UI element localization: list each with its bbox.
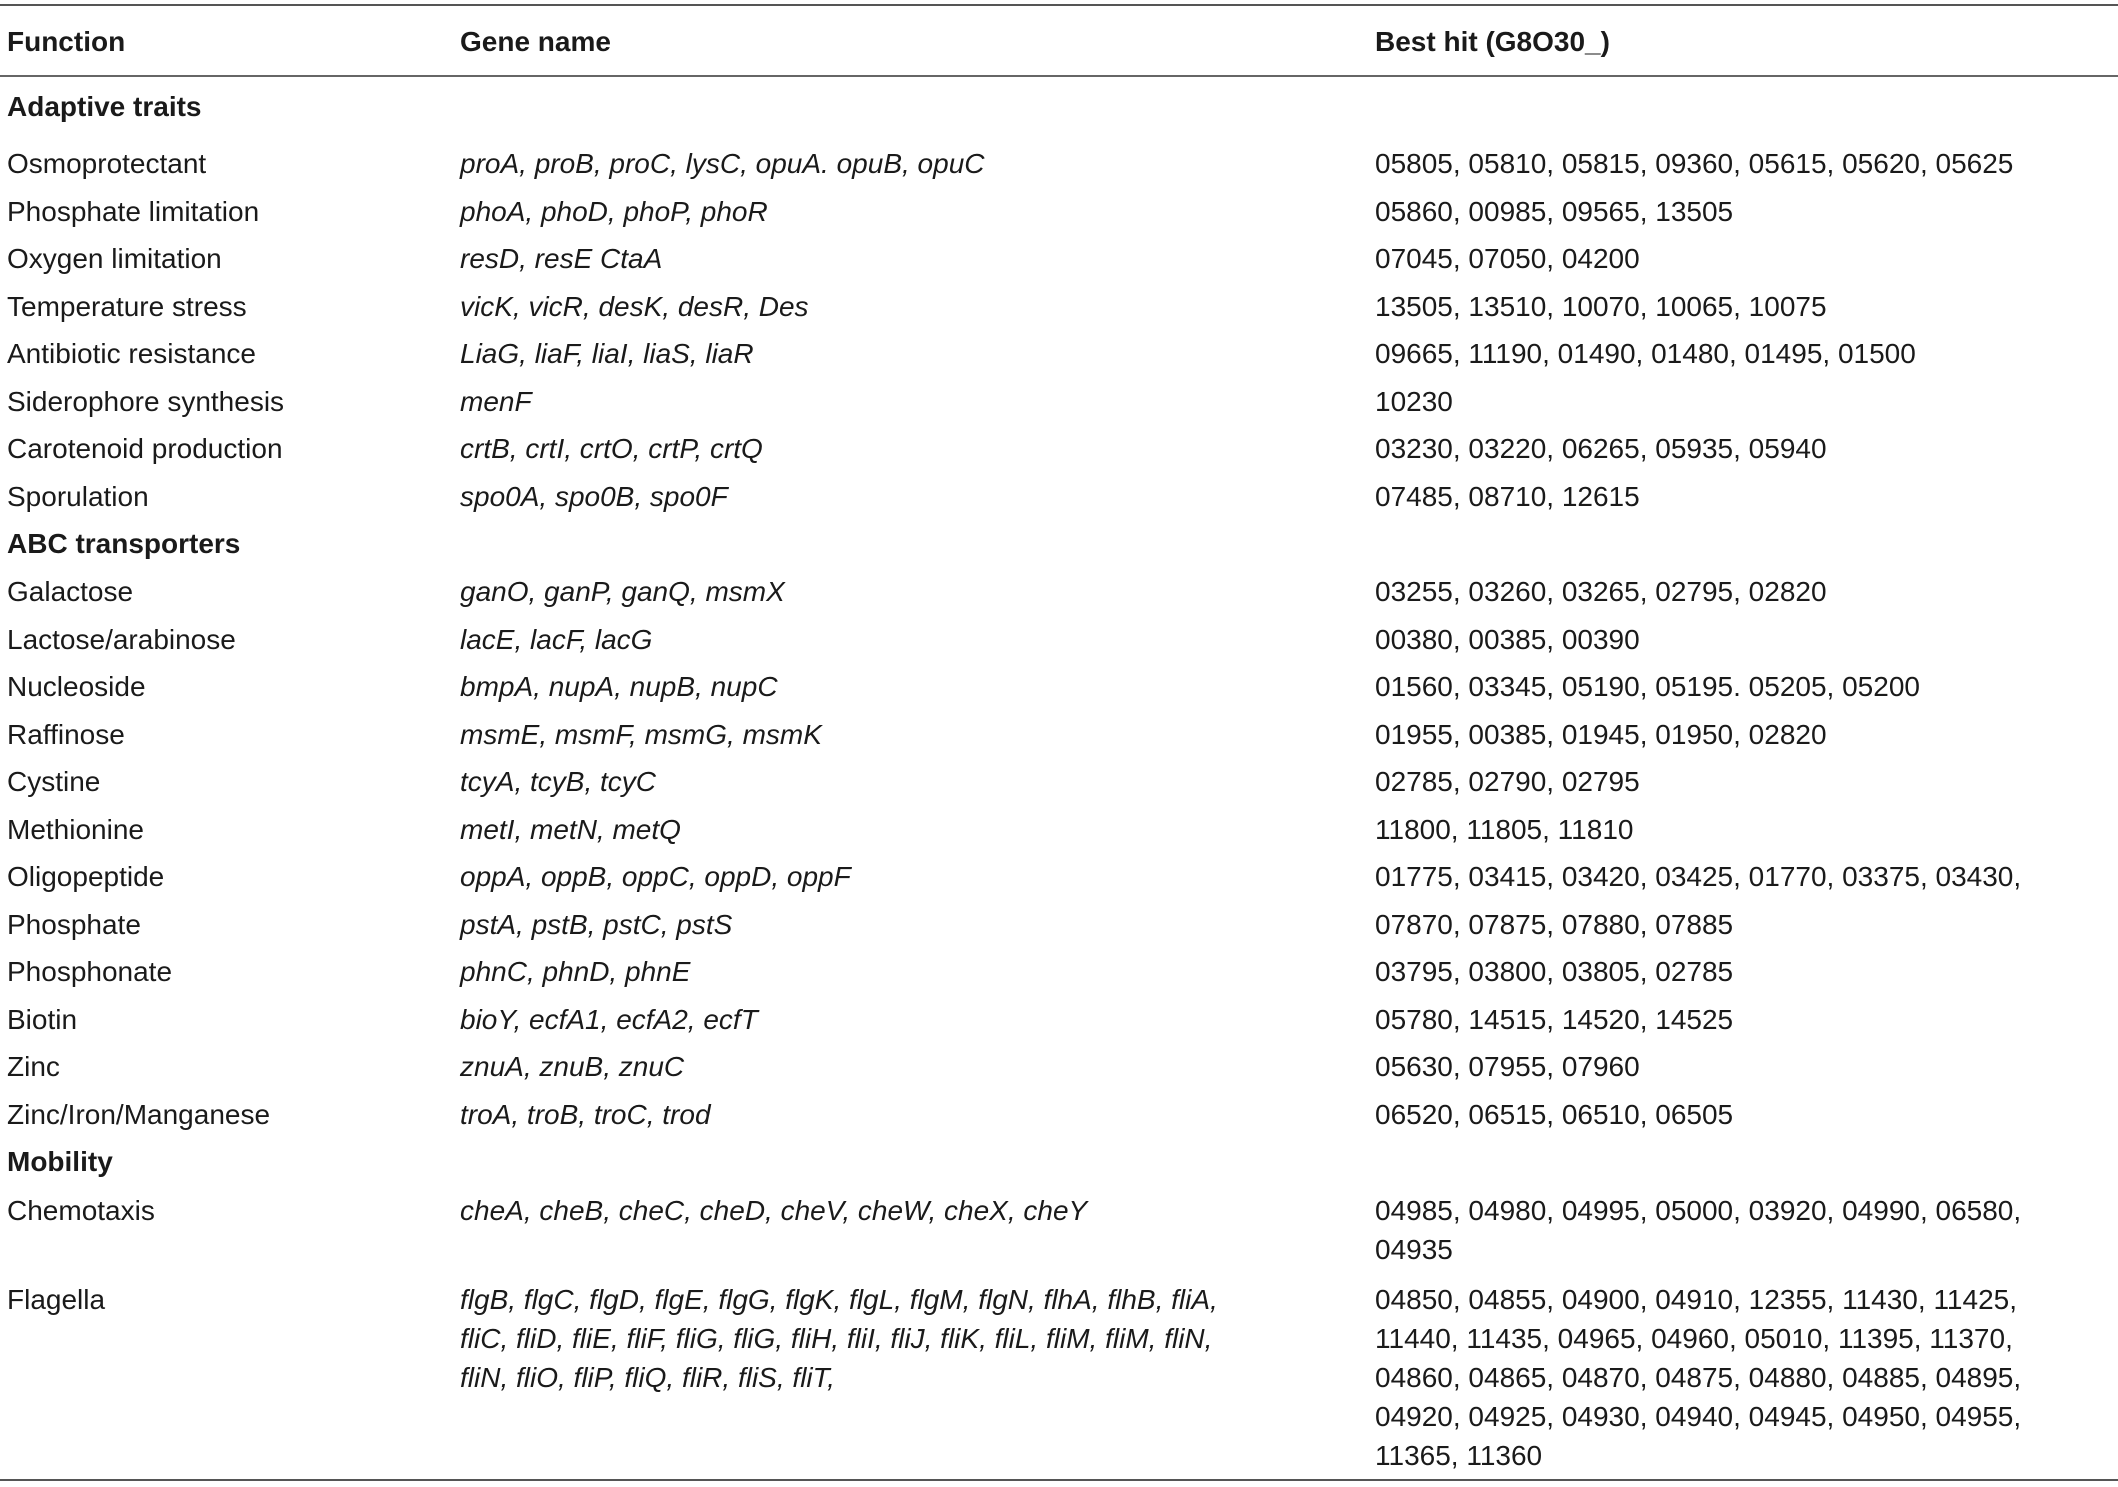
section-title: ABC transporters: [7, 528, 241, 559]
function-cell: Flagella: [7, 1284, 106, 1315]
gene-name-cell: cheA, cheB, cheC, cheD, cheV, cheW, cheX, cheY: [460, 1195, 1088, 1226]
gene-name-cell: ganO, ganP, ganQ, msmX: [460, 576, 785, 607]
gene-name-cell: menF: [460, 385, 532, 417]
table-row: [0, 283, 2118, 331]
table-row: [0, 996, 2118, 1044]
table-row: [0, 1043, 2118, 1091]
gene-name-cell: oppA, oppB, oppC, oppD, oppF: [460, 861, 851, 892]
table-body: [0, 74, 2118, 1481]
function-cell: Sporulation: [7, 480, 149, 512]
function-cell: Raffinose: [7, 718, 125, 750]
table-row: [0, 663, 2118, 711]
function-cell: Temperature stress: [7, 290, 247, 322]
table-row: [0, 1275, 2118, 1481]
function-cell: Biotin: [7, 1003, 78, 1035]
gene-name-cell: bmpA, nupA, nupB, nupC: [460, 671, 778, 702]
best-hit-cell: 13505, 13510, 10070, 10065, 10075: [1375, 290, 1827, 322]
gene-name-cell: resD, resE CtaA: [460, 243, 663, 274]
best-hit-cell: 05780, 14515, 14520, 14525: [1375, 1003, 1734, 1035]
function-cell: Carotenoid production: [7, 433, 283, 464]
function-cell: Methionine: [7, 813, 144, 845]
best-hit-cell: 11800, 11805, 11810: [1375, 813, 1634, 845]
function-cell: Oxygen limitation: [7, 243, 222, 274]
table-row: [0, 235, 2118, 283]
gene-name-cell: flgB, flgC, flgD, flgE, flgG, flgK, flgL, flgM, flgN, flhA, flhB, fliA, fliC, fliD, fliE, fliF, fliG, fliG, fliH, fliI, fliJ, fliK, fliL, fliM, fliM, fliN, fliN, fliO, fliP, fliQ, fliR, fliS, fliT,: [460, 1284, 1218, 1393]
best-hit-cell: 00380, 00385, 00390: [1375, 623, 1640, 655]
gene-name-cell: phoA, phoD, phoP, phoR: [460, 195, 768, 227]
header-best-hit: Best hit (G8O30_): [1375, 25, 1610, 57]
table-row: [0, 140, 2118, 188]
best-hit-cell: 01955, 00385, 01945, 01950, 02820: [1375, 718, 1827, 750]
table-row: [0, 758, 2118, 806]
function-cell: Osmoprotectant: [7, 148, 207, 179]
best-hit-cell: 10230: [1375, 385, 1453, 417]
gene-name-cell: crtB, crtI, crtO, crtP, crtQ: [460, 433, 763, 464]
function-cell: Phosphate limitation: [7, 195, 260, 227]
table-row: [0, 473, 2118, 521]
table-row: [0, 425, 2118, 473]
header-row: [0, 8, 2118, 74]
table-row: [0, 806, 2118, 854]
function-cell: Phosphate: [7, 908, 141, 940]
function-cell: Nucleoside: [7, 671, 146, 702]
table-row: [0, 853, 2118, 901]
function-cell: Siderophore synthesis: [7, 385, 285, 417]
section-row: [0, 520, 2118, 568]
function-cell: Lactose/arabinose: [7, 623, 236, 655]
table-row: [0, 330, 2118, 378]
function-cell: Zinc/Iron/Manganese: [7, 1098, 271, 1130]
function-cell: Cystine: [7, 766, 101, 797]
gene-name-cell: spo0A, spo0B, spo0F: [460, 480, 728, 512]
table-row: [0, 378, 2118, 426]
best-hit-cell: 03230, 03220, 06265, 05935, 05940: [1375, 433, 1827, 464]
function-cell: Phosphonate: [7, 956, 173, 987]
function-cell: Chemotaxis: [7, 1195, 155, 1226]
section-title: Adaptive traits: [7, 91, 202, 122]
top-rule: [0, 4, 2118, 6]
gene-name-cell: proA, proB, proC, lysC, opuA. opuB, opuC: [460, 148, 985, 179]
table-row: [0, 901, 2118, 949]
gene-name-cell: pstA, pstB, pstC, pstS: [460, 908, 733, 940]
gene-name-cell: tcyA, tcyB, tcyC: [460, 766, 657, 797]
best-hit-cell: 05805, 05810, 05815, 09360, 05615, 05620, 05625: [1375, 148, 2014, 179]
gene-name-cell: LiaG, liaF, liaI, liaS, liaR: [460, 338, 754, 369]
best-hit-cell: 09665, 11190, 01490, 01480, 01495, 01500: [1375, 338, 1916, 369]
best-hit-cell: 06520, 06515, 06510, 06505: [1375, 1098, 1734, 1130]
function-cell: Antibiotic resistance: [7, 338, 257, 369]
table-row: [0, 616, 2118, 664]
best-hit-cell: 01560, 03345, 05190, 05195. 05205, 05200: [1375, 671, 1920, 702]
best-hit-cell: 03255, 03260, 03265, 02795, 02820: [1375, 576, 1827, 607]
gene-name-cell: vicK, vicR, desK, desR, Des: [460, 290, 809, 322]
best-hit-cell: 05630, 07955, 07960: [1375, 1051, 1640, 1082]
best-hit-cell: 07870, 07875, 07880, 07885: [1375, 908, 1734, 940]
gene-name-cell: metI, metN, metQ: [460, 813, 681, 845]
section-row: [0, 1138, 2118, 1186]
section-title: Mobility: [7, 1146, 113, 1177]
best-hit-cell: 04850, 04855, 04900, 04910, 12355, 11430, 11425, 11440, 11435, 04965, 04960, 05010, 11395, 11370, 04860, 04865, 04870, 04875, 04880, 04885, 04895, 04920, 04925, 04930, 04940, 04945, 04950, 04955, 11365, 11360: [1375, 1284, 2022, 1471]
table-row: [0, 1186, 2118, 1275]
function-cell: Zinc: [7, 1051, 60, 1082]
gene-name-cell: troA, troB, troC, trod: [460, 1098, 711, 1130]
table-row: [0, 711, 2118, 759]
table-row: [0, 568, 2118, 616]
gene-name-cell: znuA, znuB, znuC: [460, 1051, 685, 1082]
best-hit-cell: 01775, 03415, 03420, 03425, 01770, 03375, 03430,: [1375, 861, 2022, 892]
table-row: [0, 1091, 2118, 1139]
gene-function-table: [0, 8, 2118, 1481]
best-hit-cell: 05860, 00985, 09565, 13505: [1375, 195, 1734, 227]
gene-name-cell: phnC, phnD, phnE: [460, 956, 691, 987]
best-hit-cell: 04985, 04980, 04995, 05000, 03920, 04990, 06580, 04935: [1375, 1195, 2022, 1265]
header-gene-name: Gene name: [460, 25, 611, 57]
best-hit-cell: 07045, 07050, 04200: [1375, 243, 1640, 274]
gene-name-cell: bioY, ecfA1, ecfA2, ecfT: [460, 1003, 758, 1035]
function-cell: Galactose: [7, 576, 134, 607]
function-cell: Oligopeptide: [7, 861, 165, 892]
best-hit-cell: 03795, 03800, 03805, 02785: [1375, 956, 1734, 987]
gene-name-cell: lacE, lacF, lacG: [460, 623, 653, 655]
gene-name-cell: msmE, msmF, msmG, msmK: [460, 718, 822, 750]
table-row: [0, 188, 2118, 236]
best-hit-cell: 07485, 08710, 12615: [1375, 480, 1640, 512]
section-row: [0, 74, 2118, 140]
best-hit-cell: 02785, 02790, 02795: [1375, 766, 1640, 797]
header-function: Function: [7, 25, 126, 57]
table-row: [0, 948, 2118, 996]
